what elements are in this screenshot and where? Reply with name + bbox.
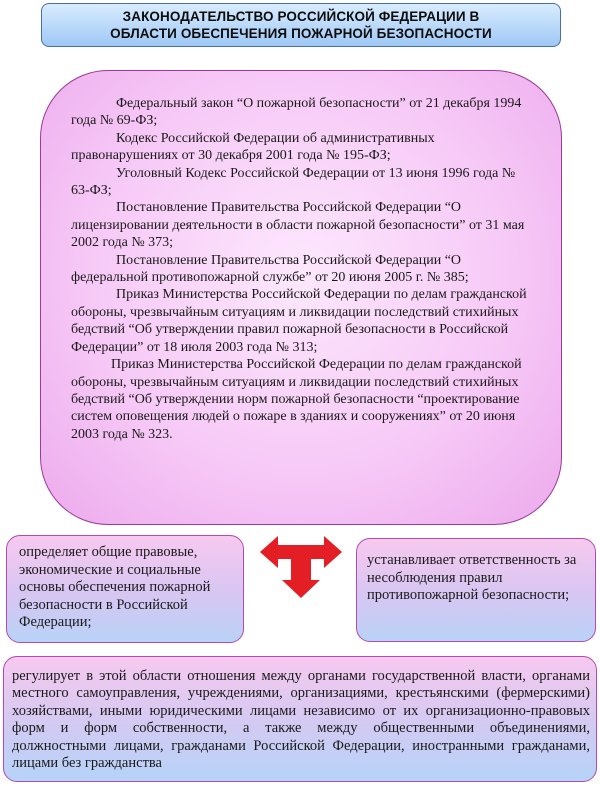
right-info-box (356, 538, 596, 642)
title-line-1: ЗАКОНОДАТЕЛЬСТВО РОССИЙСКОЙ ФЕДЕРАЦИИ В (122, 9, 480, 24)
law-item: Приказ Министерства Российской Федерации по делам гражданской обороны, чрезвычайным ситуациям и ликвидации последствий стихийных бедствий “Об утверждении правил пожарной безопасности в Российской Федерации” от 18 июля 2003 года № 313; (71, 287, 527, 355)
law-item: Приказ Министерства Российской Федерации по делам гражданской обороны, чрезвычайным ситуациям и ликвидации последствий стихийных бедствий “Об утверждении норм пожарной безопасности “проектирование систем оповещения людей о пожаре в зданиях и сооружениях” от 20 июня 2003 года № 323. (71, 357, 522, 442)
bottom-info-text: регулирует в этой области отношения между органами государственной власти, органами местного самоуправления, учреждениями, организациями, крестьянскими (фермерскими) хозяйствами, иными юридическими лицами независимо от их организационно-правовых форм и форм собственности, а также между общественными объединениями, должностными лицами, гражданами Российской Федерации, иностранными гражданами, лицами без гражданства (12, 668, 590, 772)
title-line-2: ОБЛАСТИ ОБЕСПЕЧЕНИЯ ПОЖАРНОЙ БЕЗОПАСНОСТИ (110, 26, 492, 41)
law-item: Постановление Правительства Российской Федерации “О федеральной противопожарной службе” от 20 июня 2005 г. № 385; (71, 252, 469, 286)
left-info-text: определяет общие правовые, экономические и социальные основы обеспечения пожарной безопасности в Российской Федерации; (19, 544, 211, 631)
law-item: Федеральный закон “О пожарной безопасности” от 21 декабря 1994 года № 69-ФЗ; (71, 96, 522, 129)
title-banner (41, 3, 561, 47)
arrow-shape (260, 536, 342, 598)
split-arrow-icon (258, 530, 344, 600)
laws-list-box (40, 70, 562, 525)
bottom-info-box (3, 656, 597, 782)
left-info-box (6, 535, 244, 643)
law-item: Постановление Правительства Российской Федерации “О лицензировании деятельности в области пожарной безопасности” от 31 мая 2002 года № 373; (71, 200, 525, 251)
right-info-text: устанавливает ответственность за несоблюдения правил противопожарной безопасности; (367, 552, 577, 604)
law-item: Уголовный Кодекс Российской Федерации от 13 июня 1996 года № 63-ФЗ; (71, 165, 516, 199)
law-item: Кодекс Российской Федерации об административных правонарушениях от 30 декабря 2001 года № 195-ФЗ; (71, 130, 435, 164)
